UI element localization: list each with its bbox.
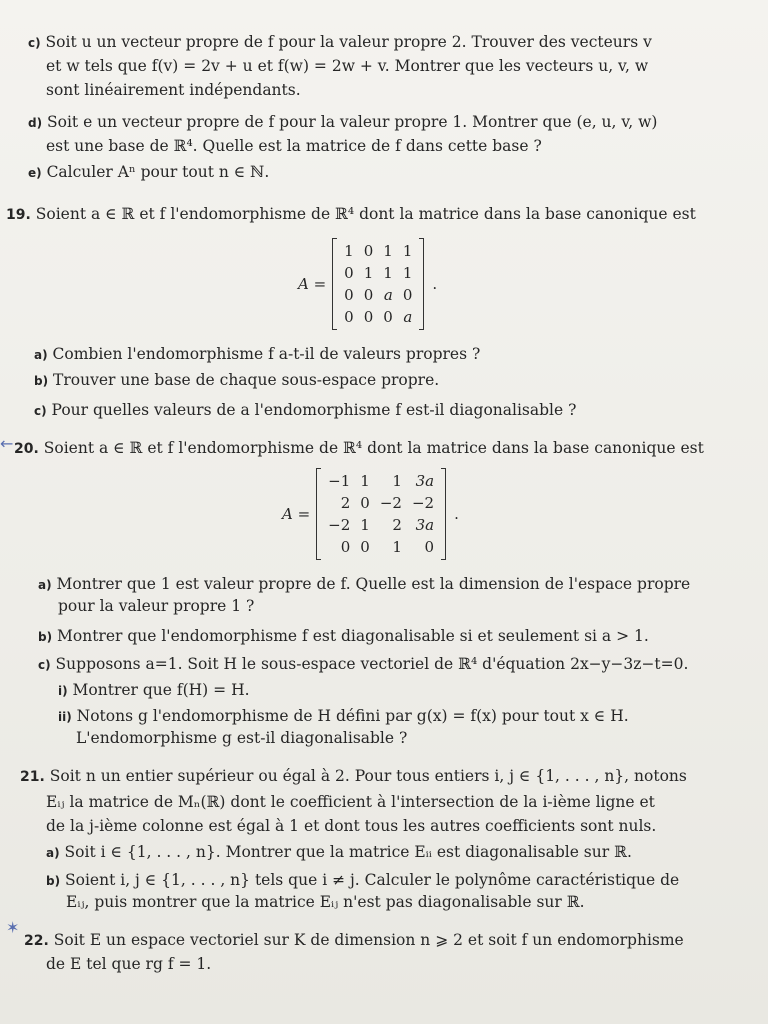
ex21-line2: Eᵢⱼ la matrice de Mₙ(ℝ) dont le coefficient à l'intersection de la i-ième ligne et [46, 793, 655, 811]
matrix-cell: 1 [402, 264, 413, 282]
ex18-e-line1: e) Calculer Aⁿ pour tout n ∈ ℕ. [28, 163, 270, 181]
ex20-cii-line1: ii) Notons g l'endomorphisme de H défini par g(x) = f(x) pour tout x ∈ H. [58, 707, 629, 725]
matrix-cell: 0 [383, 308, 393, 326]
matrix-cell: 0 [344, 308, 354, 326]
ex19-c: c) Pour quelles valeurs de a l'endomorphisme f est-il diagonalisable ? [34, 401, 577, 419]
ex21-a-label: a) [46, 846, 60, 860]
ex20-c: c) Supposons a=1. Soit H le sous-espace vectoriel de ℝ⁴ d'équation 2x−y−3z−t=0. [38, 655, 689, 673]
ex18-d-line1: d) Soit e un vecteur propre de f pour la valeur propre 1. Montrer que (e, u, v, w) [28, 113, 658, 131]
ex20-ci: i) Montrer que f(H) = H. [58, 681, 250, 699]
matrix-cell: 0 [402, 286, 413, 304]
matrix-cell: 0 [344, 286, 354, 304]
ex20-number: 20. [14, 441, 39, 457]
ex20-a-line1: a) Montrer que 1 est valeur propre de f. Quelle est la dimension de l'espace propre [38, 575, 691, 593]
matrix-cell: 1 [360, 516, 370, 534]
ex21-line1: 21. Soit n un entier supérieur ou égal à 2. Pour tous entiers i, j ∈ {1, . . . , n}, notons [20, 767, 687, 785]
matrix-cell: 1 [360, 472, 370, 490]
matrix-cell: −2 [411, 494, 435, 512]
arrow-mark-icon: ← [0, 434, 14, 453]
ex18-d-line2: est une base de ℝ⁴. Quelle est la matrice de f dans cette base ? [46, 137, 542, 155]
ex20-intro: 20. Soient a ∈ ℝ et f l'endomorphisme de ℝ⁴ dont la matrice dans la base canonique est [14, 439, 704, 457]
ex20-cii-line2: L'endomorphisme g est-il diagonalisable ? [76, 729, 408, 747]
matrix-cell: a [383, 286, 393, 304]
ex19-a-label: a) [34, 348, 48, 362]
matrix-cell: 1 [344, 242, 354, 260]
ex20-cii-label: ii) [58, 710, 72, 724]
ex18-c-label: c) [28, 36, 41, 50]
matrix-cell: 1 [383, 242, 393, 260]
matrix-cell: 0 [344, 264, 354, 282]
ex18-d-label: d) [28, 116, 43, 130]
ex20-b-label: b) [38, 630, 53, 644]
ex22-line2: de E tel que rg f = 1. [46, 955, 212, 973]
ex19-number: 19. [6, 207, 31, 223]
ex19-c-label: c) [34, 404, 47, 418]
matrix-cell: 0 [360, 538, 370, 556]
matrix-cell: a [403, 308, 413, 326]
matrix-cell: 0 [424, 538, 435, 556]
matrix-cell: 1 [383, 264, 393, 282]
ex20-b: b) Montrer que l'endomorphisme f est diagonalisable si et seulement si a > 1. [38, 627, 649, 645]
ex19-a: a) Combien l'endomorphisme f a-t-il de valeurs propres ? [34, 345, 481, 363]
matrix-cell: 1 [363, 264, 374, 282]
ex19-matrix: A = 1 0 1 1 0 1 1 1 0 0 a 0 0 0 0 a . [298, 238, 437, 330]
ex20-matrix-label: A = [282, 505, 311, 523]
ex18-e-label: e) [28, 166, 42, 180]
matrix-cell: 0 [363, 286, 374, 304]
ex20-matrix: A = −1 1 1 3a 2 0 −2 −2 −2 1 2 3a 0 0 1 0 . [282, 468, 459, 560]
matrix-cell: 1 [392, 472, 402, 490]
ex18-c-line1: c) Soit u un vecteur propre de f pour la valeur propre 2. Trouver des vecteurs v [28, 33, 652, 51]
matrix-cell: −2 [328, 516, 351, 534]
ex19-b-label: b) [34, 374, 49, 388]
ex21-b-line1: b) Soient i, j ∈ {1, . . . , n} tels que i ≠ j. Calculer le polynôme caractéristique de [46, 871, 680, 889]
matrix-cell: 1 [392, 538, 402, 556]
ex20-a-line2: pour la valeur propre 1 ? [58, 597, 255, 615]
ex19-intro: 19. Soient a ∈ ℝ et f l'endomorphisme de ℝ⁴ dont la matrice dans la base canonique est [6, 205, 696, 223]
matrix-cell: 1 [402, 242, 413, 260]
matrix-cell: 0 [340, 538, 351, 556]
matrix-cell: −1 [328, 472, 351, 490]
ex20-ci-label: i) [58, 684, 68, 698]
ex22-line1: 22. Soit E un espace vectoriel sur K de dimension n ⩾ 2 et soit f un endomorphisme [24, 931, 684, 949]
star-mark-icon: ✶ [6, 918, 20, 937]
ex22-number: 22. [24, 933, 49, 949]
ex18-c-line2: et w tels que f(v) = 2v + u et f(w) = 2w + v. Montrer que les vecteurs u, v, w [46, 57, 649, 75]
ex21-b-line2: Eᵢⱼ, puis montrer que la matrice Eᵢⱼ n'est pas diagonalisable sur ℝ. [66, 893, 585, 911]
matrix-cell: 2 [392, 516, 402, 534]
ex21-line3: de la j-ième colonne est égal à 1 et dont tous les autres coefficients sont nuls. [46, 817, 657, 835]
matrix-cell: 3a [415, 472, 435, 490]
matrix-cell: −2 [379, 494, 402, 512]
matrix-cell: 2 [340, 494, 351, 512]
ex18-c-line3: sont linéairement indépendants. [46, 81, 301, 99]
ex19-matrix-label: A = [298, 275, 327, 293]
matrix-cell: 3a [415, 516, 435, 534]
matrix-cell: 0 [360, 494, 370, 512]
ex20-c-label: c) [38, 658, 51, 672]
ex21-number: 21. [20, 769, 45, 785]
ex19-b: b) Trouver une base de chaque sous-espace propre. [34, 371, 440, 389]
ex21-b-label: b) [46, 874, 61, 888]
ex20-a-label: a) [38, 578, 52, 592]
matrix-cell: 0 [363, 308, 374, 326]
matrix-cell: 0 [363, 242, 374, 260]
ex21-a: a) Soit i ∈ {1, . . . , n}. Montrer que la matrice Eᵢᵢ est diagonalisable sur ℝ. [46, 843, 632, 861]
